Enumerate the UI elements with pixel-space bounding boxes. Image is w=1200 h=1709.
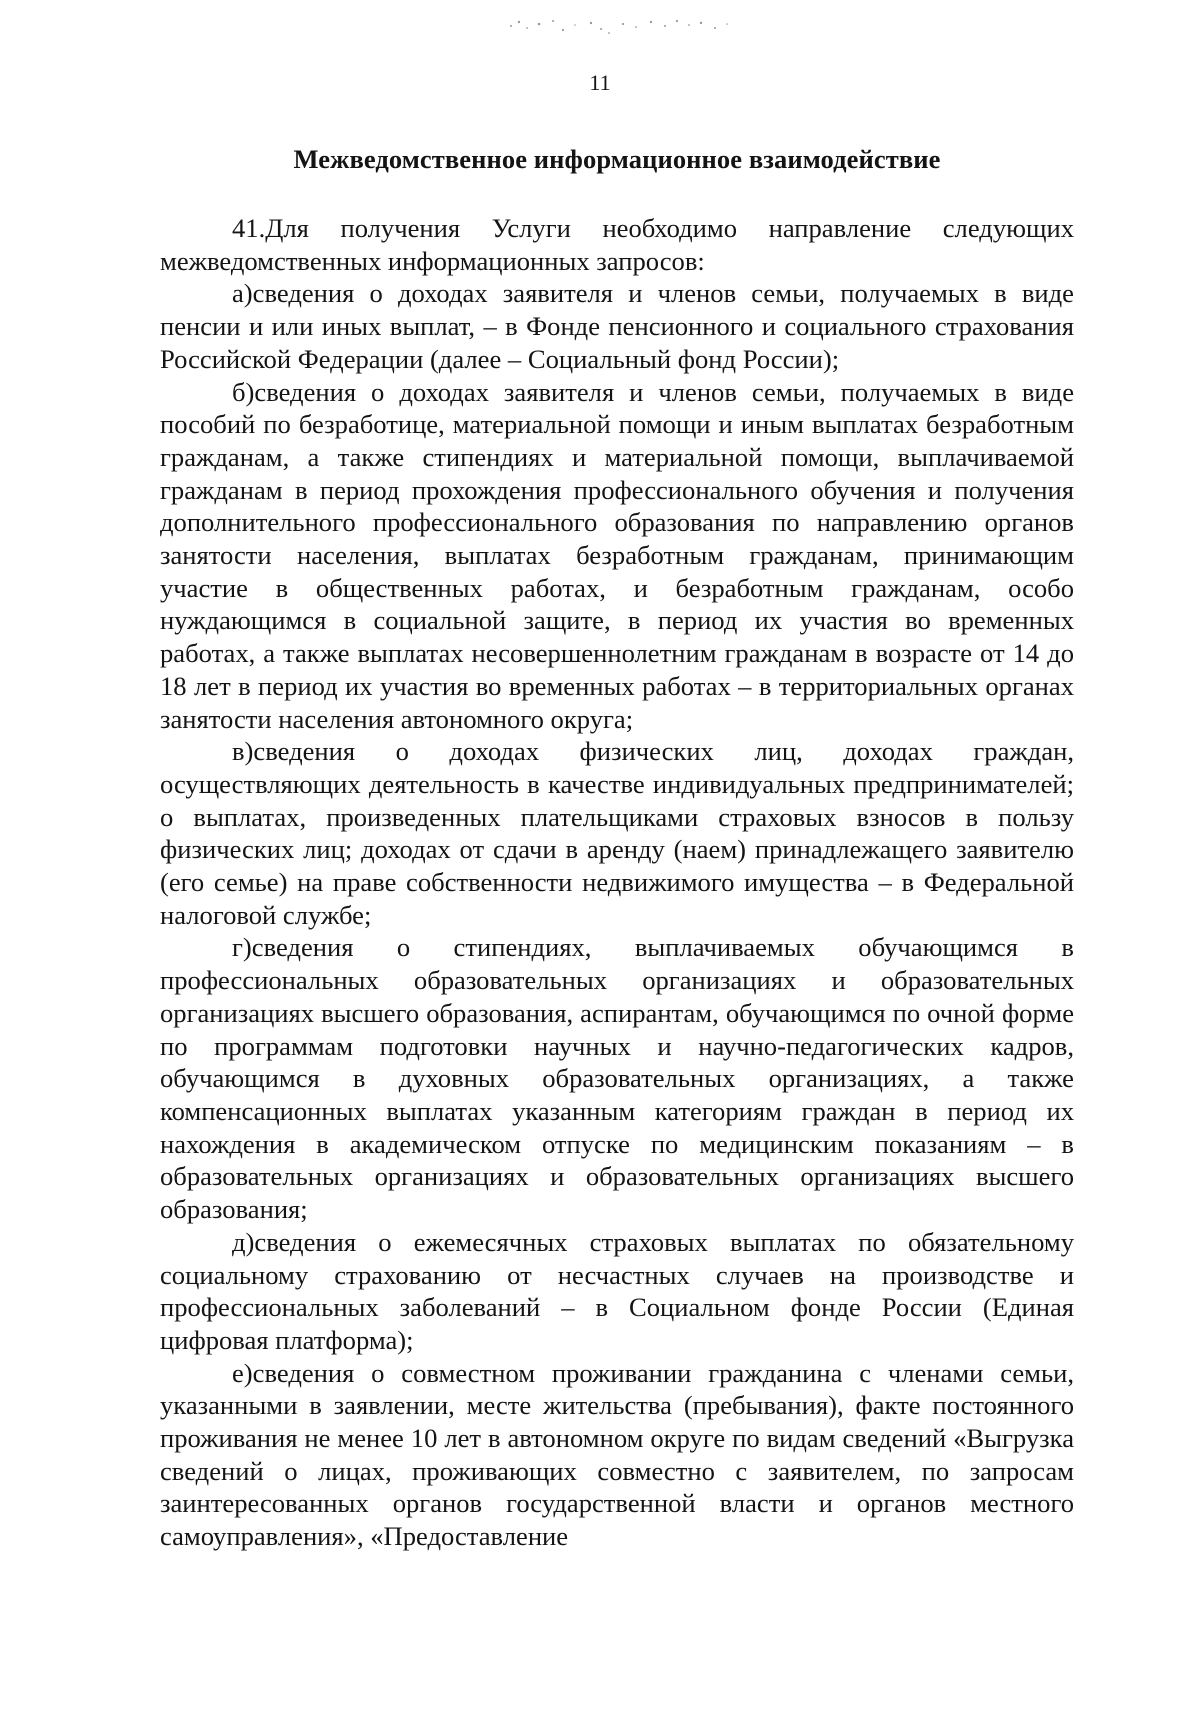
paragraph-item-g: г)сведения о стипендиях, выплачиваемых обучающимся в профессиональных образовательных организациях и образовательных организациях высшего образования, аспирантам, обучающимся по очной форме по программам подготовки научных и научно-педагогических кадров, обучающимся в духовных образовательных организациях, а также компенсационных выплатах указанным категориям граждан в период их нахождения в академическом отпуске по медицинским показаниям – в образовательных организациях и образовательных организациях высшего образования; <box>160 932 1074 1225</box>
paragraph-item-e: е)сведения о совместном проживании гражданина с членами семьи, указанными в заявлении, месте жительства (пребывания), факте постоянного проживания не менее 10 лет в автономном округе по видам сведений «Выгрузка сведений о лицах, проживающих совместно с заявителем, по запросам заинтересованных органов государственной власти и органов местного самоуправления», «Предоставление <box>160 1357 1074 1552</box>
document-body <box>160 212 1074 1553</box>
paragraph-intro: 41.Для получения Услуги необходимо направление следующих межведомственных информационных запросов: <box>160 213 1074 276</box>
paragraph-item-d: д)сведения о ежемесячных страховых выплатах по обязательному социальному страхованию от несчастных случаев на производстве и профессиональных заболеваний – в Социальном фонде России (Единая цифровая платформа); <box>160 1226 1074 1355</box>
section-title: Межведомственное информационное взаимодействие <box>293 144 941 174</box>
page-number: 11 <box>589 70 611 95</box>
scan-artifact <box>505 12 735 42</box>
paragraph-item-b: б)сведения о доходах заявителя и членов семьи, получаемых в виде пособий по безработице, материальной помощи и иным выплатах безработным гражданам, а также стипендиях и материальной помощи, выплачиваемой гражданам в период прохождения профессионального обучения и получения дополнительного профессионального образования по направлению органов занятости населения, выплатах безработным гражданам, принимающим участие в общественных работах, и безработным гражданам, особо нуждающимся в социальной защите, в период их участия во временных работах, а также выплатах несовершеннолетним гражданам в возрасте от 14 до 18 лет в период их участия во временных работах – в территориальных органах занятости населения автономного округа; <box>160 376 1074 734</box>
paragraph-item-v: в)сведения о доходах физических лиц, доходах граждан, осуществляющих деятельность в качестве индивидуальных предпринимателей; о выплатах, произведенных плательщиками страховых взносов в пользу физических лиц; доходах от сдачи в аренду (наем) принадлежащего заявителю (его семье) на праве собственности недвижимого имущества – в Федеральной налоговой службе; <box>160 736 1074 930</box>
paragraph-item-a: а)сведения о доходах заявителя и членов семьи, получаемых в виде пенсии и или иных выплат, – в Фонде пенсионного и социального страхования Российской Федерации (далее – Социальный фонд России); <box>160 278 1074 374</box>
